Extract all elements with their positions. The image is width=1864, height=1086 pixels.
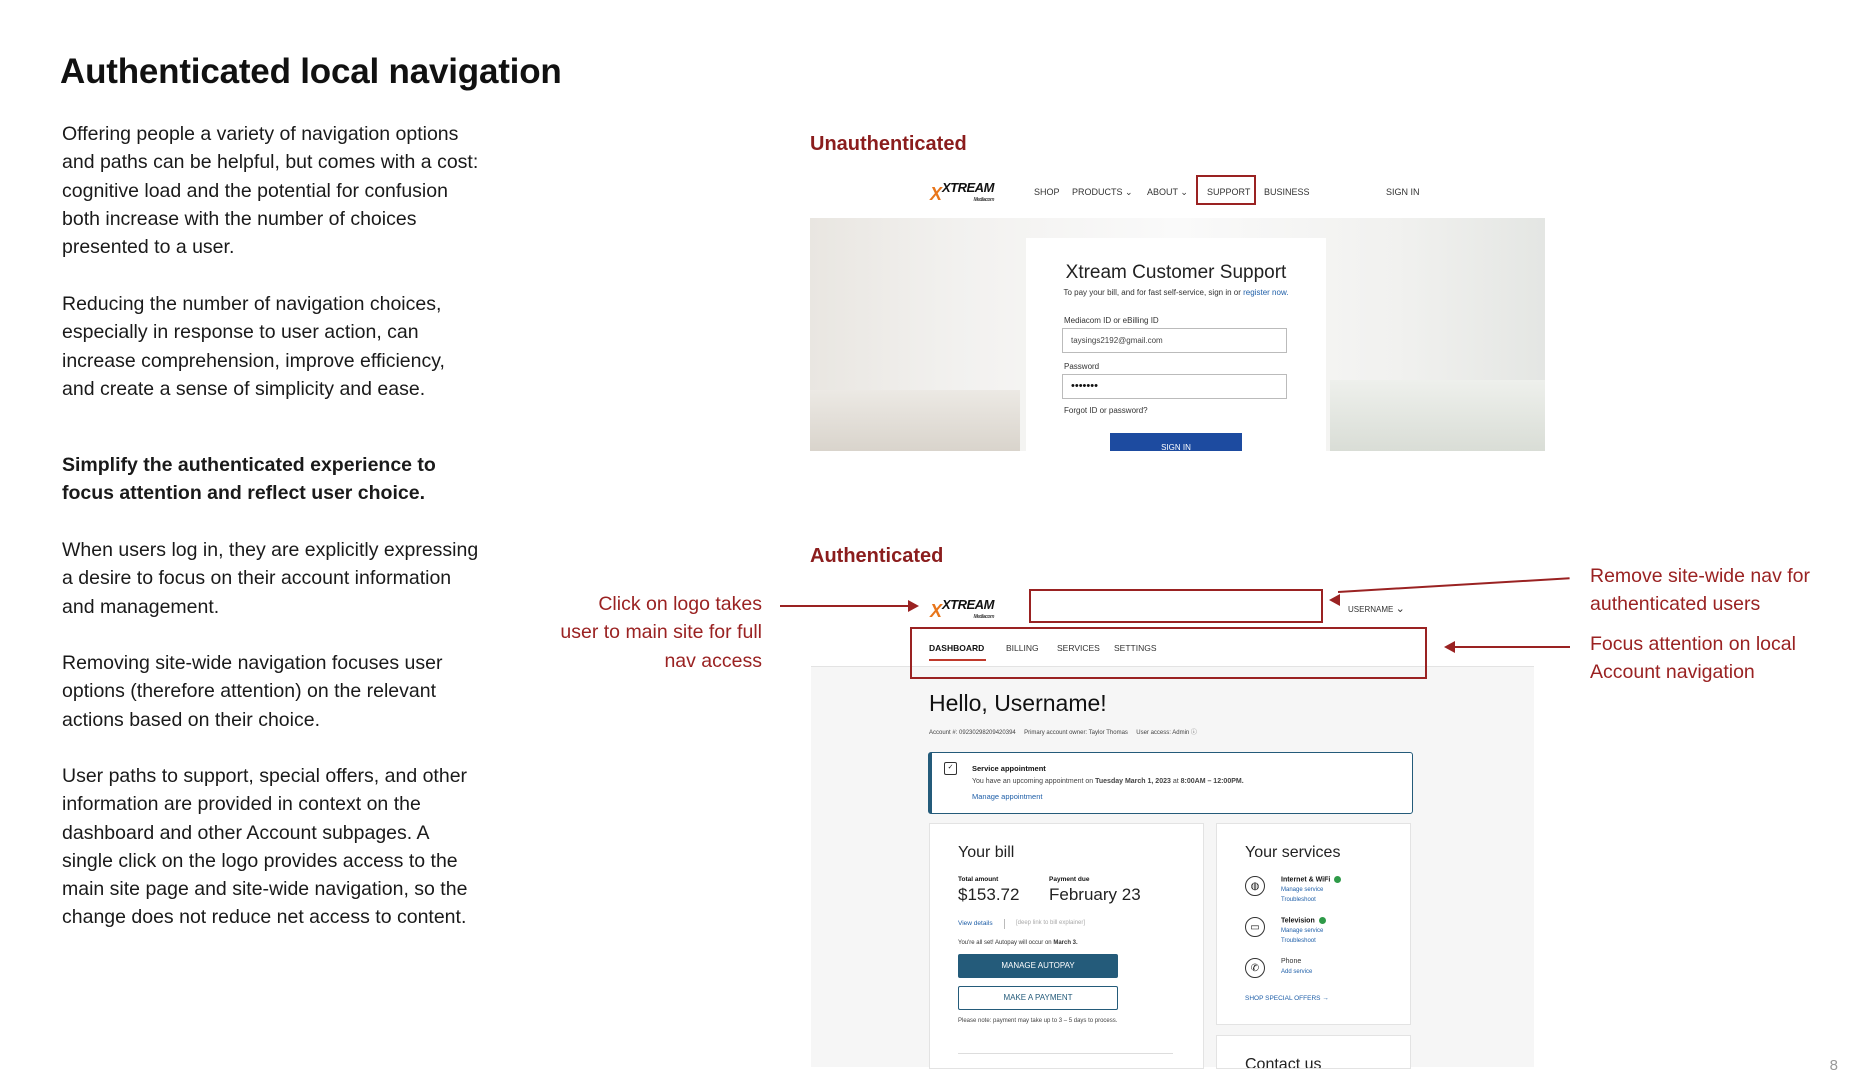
autopay-note: You're all set! Autopay will occur on March 3. [958, 940, 1078, 946]
contact-card [1216, 1035, 1411, 1069]
slide-title: Authenticated local navigation [60, 52, 562, 91]
forgot-link[interactable]: Forgot ID or password? [1064, 406, 1148, 415]
total-amount-value: $153.72 [958, 885, 1020, 904]
sign-in-button[interactable]: SIGN IN [1110, 433, 1242, 451]
login-card [1026, 238, 1326, 451]
login-paragraph: When users log in, they are explicitly expressing a desire to focus on their account information and management. [62, 539, 479, 618]
local-nav-highlight-box [910, 627, 1427, 679]
troubleshoot-internet-link[interactable]: Troubleshoot [1281, 897, 1316, 903]
troubleshoot-tv-link[interactable]: Troubleshoot [1281, 938, 1316, 944]
arrow-right-icon [908, 600, 919, 612]
tab-services[interactable]: SERVICES [1057, 643, 1100, 653]
tv-icon: ▭ [1245, 917, 1265, 937]
hero-image-right [1330, 380, 1545, 451]
logo-arrow-line [780, 605, 912, 607]
register-link[interactable]: register now. [1243, 288, 1289, 297]
contact-title: Contact us [1245, 1056, 1322, 1069]
login-card-subtitle: To pay your bill, and for fast self-service, sign in or register now. [1063, 288, 1289, 297]
calendar-icon: ✓ [944, 762, 957, 775]
total-amount-label: Total amount [958, 876, 999, 883]
services-title: Your services [1245, 844, 1341, 861]
focus-nav-arrow-line [1454, 646, 1570, 648]
username-menu[interactable]: USERNAME ⌄ [1348, 603, 1405, 615]
logo-annotation: Click on logo takes user to main site for full nav access [560, 593, 762, 672]
nav-business[interactable]: BUSINESS [1264, 187, 1310, 197]
payment-due-value: February 23 [1049, 885, 1141, 904]
phone-icon: ✆ [1245, 958, 1265, 978]
divider [958, 1053, 1173, 1054]
tab-settings[interactable]: SETTINGS [1114, 643, 1157, 653]
appointment-title: Service appointment [972, 764, 1046, 773]
services-card [1216, 823, 1411, 1025]
bill-card [929, 823, 1204, 1069]
unauth-logo[interactable]: X XTREAM Mediacom [930, 180, 994, 204]
id-input[interactable]: taysings2192@gmail.com [1062, 328, 1287, 353]
make-payment-button[interactable]: MAKE A PAYMENT [958, 986, 1118, 1010]
manage-internet-link[interactable]: Manage service [1281, 887, 1324, 893]
service-phone: Phone [1281, 958, 1302, 965]
view-details-link[interactable]: View details [958, 920, 993, 927]
service-internet: Internet & WiFi [1281, 876, 1341, 883]
intro-paragraph: Offering people a variety of navigation options and paths can be helpful, but comes with a cost: cognitive load and the potential for confusion both increase with the number of choices presented to a user. [62, 123, 479, 259]
globe-icon: ◍ [1245, 876, 1265, 896]
focus-nav-annotation: Focus attention on local Account navigation [1590, 633, 1796, 684]
paths-paragraph: User paths to support, special offers, and other information are provided in context on the dashboard and other Account subpages. A single click on the logo provides access to the main site page and site-wide navigation, so the change does not reduce net access to content. [62, 765, 468, 929]
chevron-down-icon: ⌄ [1125, 187, 1133, 197]
nav-about[interactable]: ABOUT ⌄ [1147, 187, 1188, 197]
appointment-card [928, 752, 1413, 814]
auth-logo[interactable]: X XTREAM Mediacom [930, 597, 994, 621]
divider [1004, 919, 1005, 929]
logo-x-icon: X [930, 600, 941, 621]
hero-image-left [810, 390, 1020, 451]
payment-due-label: Payment due [1049, 876, 1090, 883]
check-icon [1334, 876, 1341, 883]
tab-billing[interactable]: BILLING [1006, 643, 1039, 653]
manage-tv-link[interactable]: Manage service [1281, 928, 1324, 934]
tab-dashboard[interactable]: DASHBOARD [929, 643, 985, 653]
service-television: Television [1281, 917, 1326, 924]
bill-explainer-placeholder: [deep link to bill explainer] [1016, 920, 1086, 926]
chevron-down-icon: ⌄ [1395, 603, 1405, 615]
account-info: Account #: 09230298209420394 Primary account owner: Taylor Thomas User access: Admin ⓘ [929, 730, 1197, 736]
nav-shop[interactable]: SHOP [1034, 187, 1060, 197]
chevron-down-icon: ⌄ [1180, 187, 1188, 197]
remove-nav-arrow-line [1338, 577, 1570, 593]
logo-x-icon: X [930, 183, 941, 204]
nav-sign-in[interactable]: SIGN IN [1386, 187, 1420, 197]
greeting: Hello, Username! [929, 690, 1107, 716]
removed-nav-box [1029, 589, 1323, 623]
password-label: Password [1064, 362, 1100, 371]
login-card-title: Xtream Customer Support [1065, 262, 1287, 283]
check-icon [1319, 917, 1326, 924]
arrow-left-icon [1444, 641, 1455, 653]
arrow-left-icon [1329, 594, 1340, 606]
nav-products[interactable]: PRODUCTS ⌄ [1072, 187, 1133, 197]
nav-support[interactable]: SUPPORT [1207, 187, 1251, 197]
page-number: 8 [1829, 1057, 1838, 1074]
manage-autopay-button[interactable]: MANAGE AUTOPAY [958, 954, 1118, 978]
active-tab-underline [929, 659, 986, 661]
payment-processing-note: Please note: payment may take up to 3 – 5 days to process. [958, 1018, 1118, 1024]
remove-nav-annotation: Remove site-wide nav for authenticated users [1590, 565, 1811, 616]
id-label: Mediacom ID or eBilling ID [1064, 316, 1159, 325]
authenticated-label: Authenticated [810, 545, 944, 567]
principle-heading: Simplify the authenticated experience to focus attention and reflect user choice. [62, 454, 436, 505]
manage-appointment-link[interactable]: Manage appointment [972, 792, 1043, 801]
unauthenticated-label: Unauthenticated [810, 133, 967, 155]
reduce-paragraph: Reducing the number of navigation choices, especially in response to user action, can increase comprehension, improve efficiency, and create a sense of simplicity and ease. [62, 293, 445, 400]
appointment-text: You have an upcoming appointment on Tuesday March 1, 2023 at 8:00AM – 12:00PM. [972, 778, 1244, 785]
removal-paragraph: Removing site-wide navigation focuses user options (therefore attention) on the relevant actions based on their choice. [62, 652, 443, 731]
shop-special-offers-link[interactable]: SHOP SPECIAL OFFERS → [1245, 995, 1329, 1002]
password-input[interactable]: ••••••• [1062, 374, 1287, 399]
add-phone-link[interactable]: Add service [1281, 969, 1313, 975]
bill-title: Your bill [958, 844, 1015, 861]
